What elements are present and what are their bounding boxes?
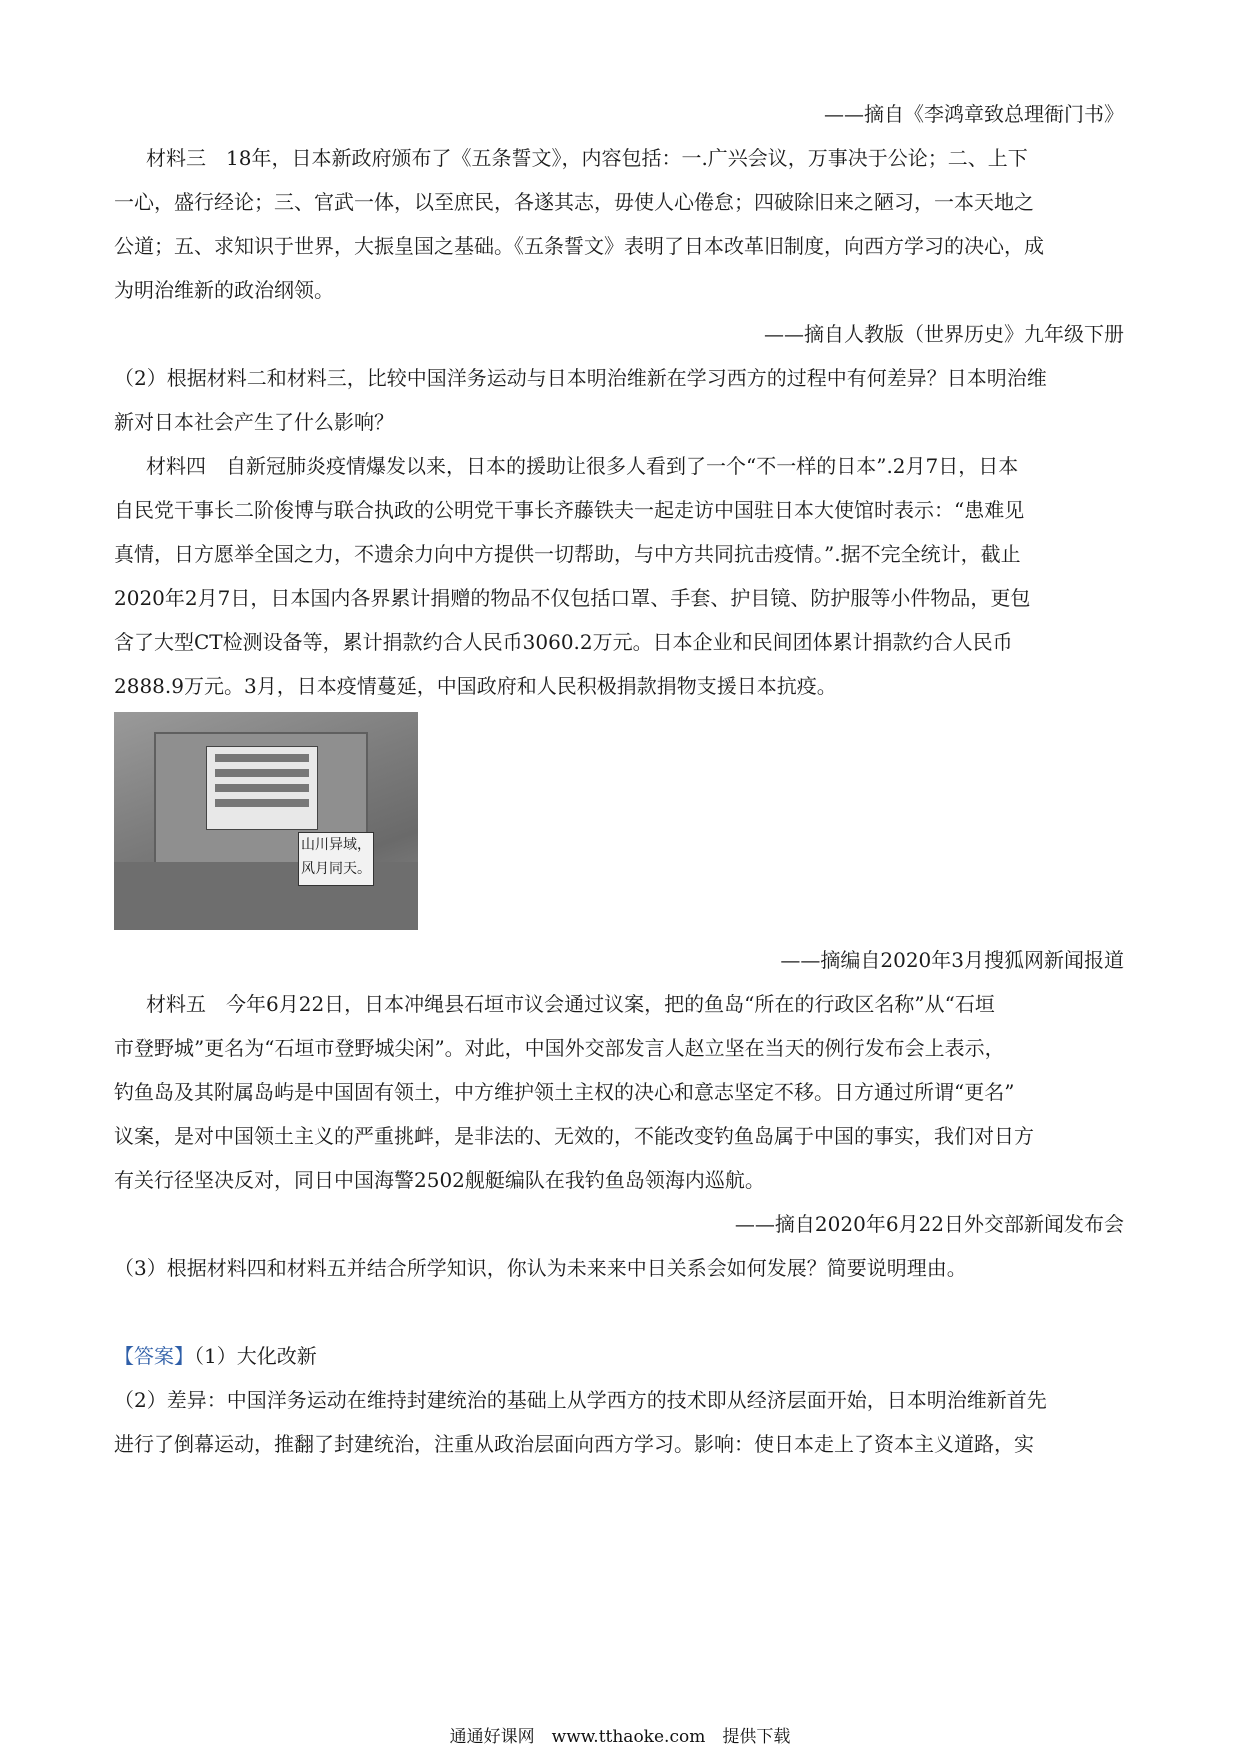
material4-line: 含了大型CT检测设备等，累计捐款约合人民币3060.2万元。日本企业和民间团体累计捐款约合人民币 xyxy=(114,630,1013,654)
page-footer: 通通好课网 www.tthaoke.com 提供下载 xyxy=(449,1727,791,1747)
answer-line: 进行了倒幕运动，推翻了封建统治，注重从政治层面向西方学习。影响：使日本走上了资本主义道路，实 xyxy=(114,1432,1034,1456)
material5-line: 议案，是对中国领土主义的严重挑衅，是非法的、无效的，不能改变钓鱼岛属于中国的事实，我们对日方 xyxy=(114,1124,1034,1148)
material3-line: 公道；五、求知识于世界，大振皇国之基础。《五条誓文》表明了日本改革旧制度，向西方学习的决心，成 xyxy=(114,234,1044,258)
material5-line: 钓鱼岛及其附属岛屿是中国固有领土，中方维护领土主权的决心和意志坚定不移。日方通过所谓“更名” xyxy=(114,1080,1015,1104)
material3-line: 材料三 18年，日本新政府颁布了《五条誓文》，内容包括：一.广兴会议，万事决于公论；二、上下 xyxy=(146,146,1028,170)
question-line: （3）根据材料四和材料五并结合所学知识，你认为未来来中日关系会如何发展？简要说明理由。 xyxy=(114,1256,967,1280)
material5-line: 有关行径坚决反对，同日中国海警2502舰艇编队在我钓鱼岛领海内巡航。 xyxy=(114,1168,765,1192)
donation-box-photo xyxy=(114,712,418,930)
material3-line: 为明治维新的政治纲领。 xyxy=(114,278,334,302)
photo-box-label xyxy=(206,746,318,830)
material3-line: 一心，盛行经论；三、官武一体，以至庶民，各遂其志，毋使人心倦怠；四破除旧来之陋习，一本天地之 xyxy=(114,190,1034,214)
photo-caption-note: 山川异域，风月同天。 xyxy=(298,832,374,886)
source-citation: ——摘自人教版（世界历史》九年级下册 xyxy=(764,322,1124,346)
document-body xyxy=(114,92,1124,1466)
question-line: 新对日本社会产生了什么影响？ xyxy=(114,410,394,434)
question-line: （2）根据材料二和材料三，比较中国洋务运动与日本明治维新在学习西方的过程中有何差异？日本明治维 xyxy=(114,366,1047,390)
material4-line: 真情，日方愿举全国之力，不遗余力向中方提供一切帮助，与中方共同抗击疫情。”.据不完全统计，截止 xyxy=(114,542,1021,566)
answer-tag: 【答案】 xyxy=(114,1344,194,1368)
source-citation: ——摘编自2020年3月搜狐网新闻报道 xyxy=(780,948,1124,972)
material4-line: 自民党干事长二阶俊博与联合执政的公明党干事长齐藤铁夫一起走访中国驻日本大使馆时表示：“患难见 xyxy=(114,498,1025,522)
answer-line: （2）差异：中国洋务运动在维持封建统治的基础上从学西方的技术即从经济层面开始，日本明治维新首先 xyxy=(114,1388,1047,1412)
answer-1: （1）大化改新 xyxy=(194,1344,317,1368)
source-citation: ——摘自《李鸿章致总理衙门书》 xyxy=(824,102,1124,126)
material4-line: 2888.9万元。3月，日本疫情蔓延，中国政府和人民积极捐款捐物支援日本抗疫。 xyxy=(114,674,837,698)
answer-line xyxy=(114,1334,1124,1378)
source-citation: ——摘自2020年6月22日外交部新闻发布会 xyxy=(734,1212,1124,1236)
material4-line: 2020年2月7日，日本国内各界累计捐赠的物品不仅包括口罩、手套、护目镜、防护服等小件物品，更包 xyxy=(114,586,1031,610)
material5-line: 材料五 今年6月22日，日本冲绳县石垣市议会通过议案，把的鱼岛“所在的行政区名称”从“石垣 xyxy=(146,992,995,1016)
material5-line: 市登野城”更名为“石垣市登野城尖闲”。对此，中国外交部发言人赵立坚在当天的例行发布会上表示， xyxy=(114,1036,1005,1060)
material4-line: 材料四 自新冠肺炎疫情爆发以来，日本的援助让很多人看到了一个“不一样的日本”.2月7日，日本 xyxy=(146,454,1019,478)
